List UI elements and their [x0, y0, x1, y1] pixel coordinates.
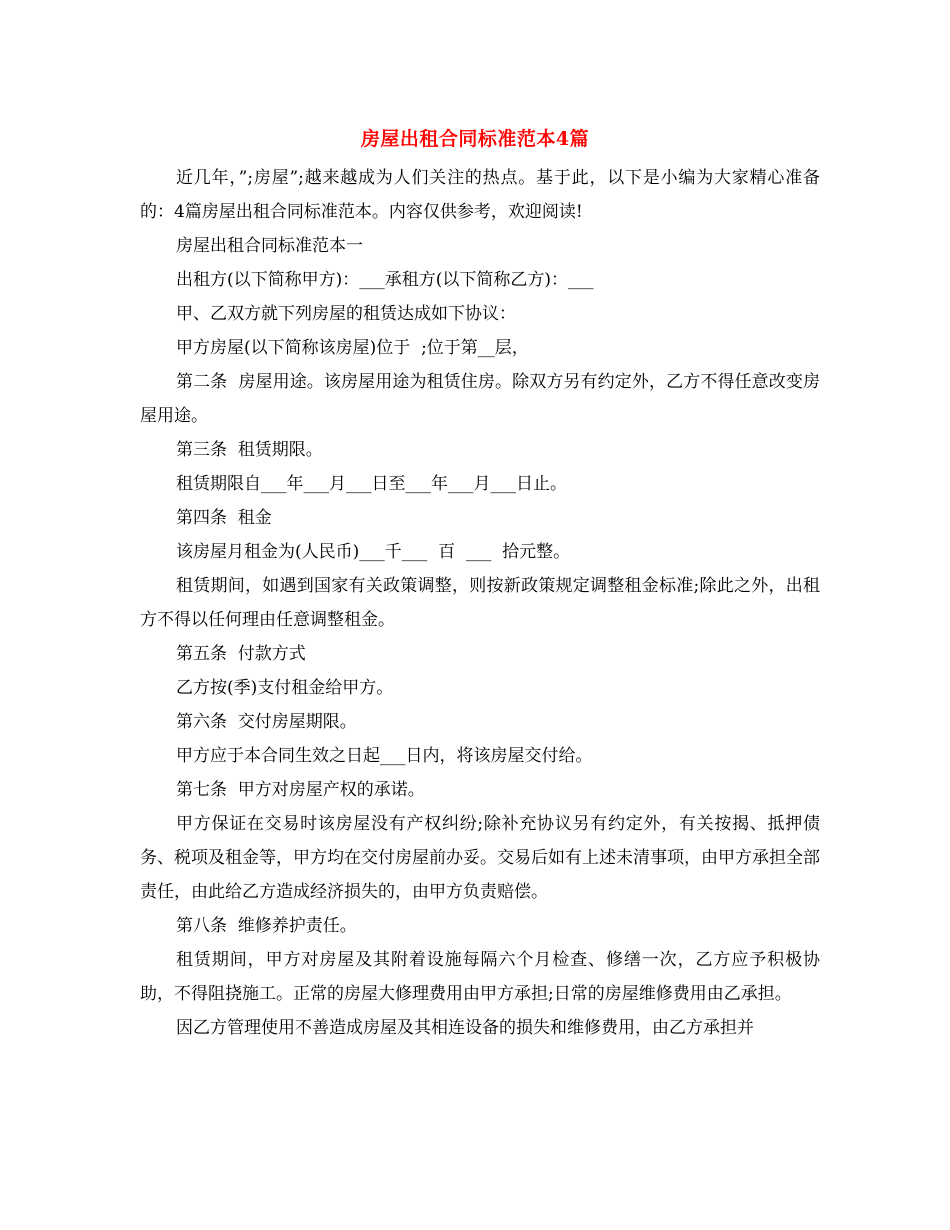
article-6-heading: 第六条 交付房屋期限。: [176, 712, 357, 732]
maintenance-paragraph: 租赁期间，甲方对房屋及其附着设施每隔六个月检查、修缮一次，乙方应予积极协助，不得阻挠施工。正常的房屋大修理费用由甲方承担;日常的房屋维修费用由乙承担。: [140, 950, 820, 1004]
lease-term-line: 租赁期限自___年___月___日至___年___月___日止。: [176, 474, 567, 494]
article-8-heading: 第八条 维修养护责任。: [176, 916, 357, 936]
article-7-heading: 第七条 甲方对房屋产权的承诺。: [176, 780, 425, 800]
payment-line: 乙方按(季)支付租金给甲方。: [176, 678, 394, 698]
section-heading: 房屋出租合同标准范本一: [176, 236, 363, 256]
document-body: [140, 161, 820, 1045]
rent-adjustment-paragraph: 租赁期间，如遇到国家有关政策调整，则按新政策规定调整租金标准;除此之外，出租方不得以任何理由任意调整租金。: [140, 576, 820, 630]
property-location-line: 甲方房屋(以下简称该房屋)位于 ;位于第__层，: [176, 338, 529, 358]
agreement-line: 甲、乙双方就下列房屋的租赁达成如下协议：: [176, 304, 516, 324]
document-title: 房屋出租合同标准范本4篇: [360, 128, 590, 150]
ownership-paragraph: 甲方保证在交易时该房屋没有产权纠纷;除补充协议另有约定外，有关按揭、抵押债务、税项及租金等，甲方均在交付房屋前办妥。交易后如有上述未清事项，由甲方承担全部责任，由此给乙方造成经济损失的，由甲方负责赔偿。: [140, 814, 820, 902]
parties-line: 出租方(以下简称甲方)：___承租方(以下简称乙方)：___: [176, 270, 594, 290]
article-5-heading: 第五条 付款方式: [176, 644, 306, 664]
article-4-heading: 第四条 租金: [176, 508, 272, 528]
rent-amount-line: 该房屋月租金为(人民币)___千___ 百 ___ 拾元整。: [176, 542, 571, 562]
delivery-line: 甲方应于本合同生效之日起___日内，将该房屋交付给。: [176, 746, 593, 766]
intro-paragraph: 近几年，”;房屋”;越来越成为人们关注的热点。基于此，以下是小编为大家精心准备的：4篇房屋出租合同标准范本。内容仅供参考，欢迎阅读!: [140, 168, 820, 222]
article-3-heading: 第三条 租赁期限。: [176, 440, 323, 460]
article-2-paragraph: 第二条 房屋用途。该房屋用途为租赁住房。除双方另有约定外，乙方不得任意改变房屋用途。: [140, 372, 820, 426]
damage-paragraph: 因乙方管理使用不善造成房屋及其相连设备的损失和维修费用，由乙方承担并: [176, 1018, 754, 1038]
